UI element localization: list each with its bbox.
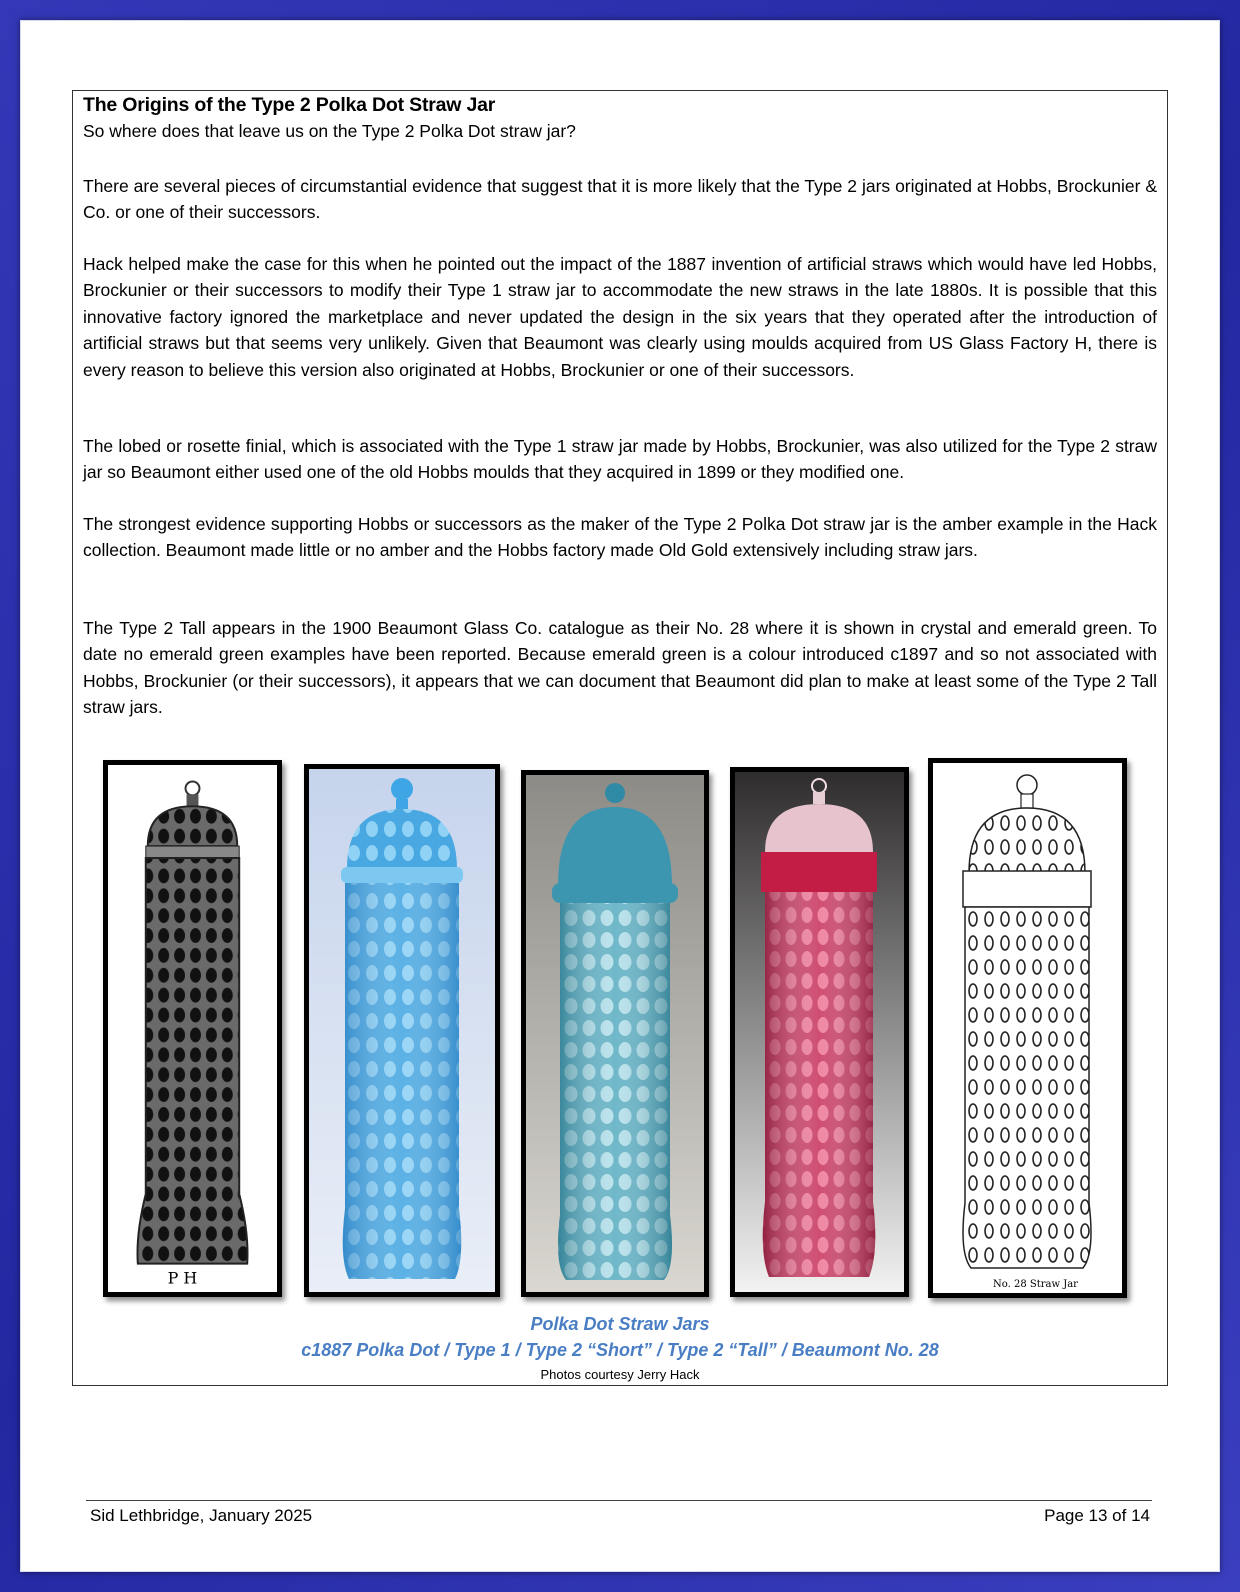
intro-text: So where does that leave us on the Type 2 Polka Dot straw jar? xyxy=(83,121,576,141)
article-heading: The Origins of the Type 2 Polka Dot Straw Jar xyxy=(83,94,496,116)
footer-author-date: Sid Lethbridge, January 2025 xyxy=(90,1506,313,1525)
paragraph: There are several pieces of circumstantial evidence that suggest that it is more likely that the Type 2 jars originated at Hobbs, Brockunier & Co. or one of their successors. xyxy=(83,176,1157,223)
catalogue-label: No. 28 Straw Jar xyxy=(993,1279,1078,1290)
blue-glass-jar-icon xyxy=(309,769,495,1292)
footer-page-number: Page 13 of 14 xyxy=(1044,1506,1150,1525)
paragraph: The strongest evidence supporting Hobbs or successors as the maker of the Type 2 Polka Dot straw jar is the amber example in the Hack collection. Beaumont made little or no amber and the Hobbs factory made Old Gold extensively including straw jars. xyxy=(83,514,1157,561)
figure-caption-title: Polka Dot Straw Jars xyxy=(530,1314,710,1334)
paragraph: Hack helped make the case for this when he pointed out the impact of the 1887 invention of artificial straws which would have led Hobbs, Brockunier or their successors to modify their Type 1 straw jar to accommodate the new straws in the late 1880s. It is possible that this innovative factory ignored the marketplace and never updated the design in the six years that they operated after the introduction of artificial straws but that seems very unlikely. Given that Beaumont was clearly using moulds acquired from US Glass Factory H, there is every reason to believe this version also originated at Hobbs, Brockunier or one of their successors. xyxy=(83,254,1157,380)
teal-glass-jar-icon xyxy=(526,775,704,1292)
cranberry-glass-jar-icon xyxy=(735,772,904,1292)
photo-type-1-jar xyxy=(304,764,500,1297)
figure-caption-subtitle: c1887 Polka Dot / Type 1 / Type 2 “Short” / Type 2 “Tall” / Beaumont No. 28 xyxy=(301,1340,939,1360)
photo-type-2-tall-jar xyxy=(730,767,909,1297)
footer-divider xyxy=(86,1500,1152,1501)
photo-beaumont-no-28-jar xyxy=(928,758,1127,1298)
paragraph: The Type 2 Tall appears in the 1900 Beaumont Glass Co. catalogue as their No. 28 where it is shown in crystal and emerald green. To date no emerald green examples have been reported. Because emerald green is a colour introduced c1897 and so not associated with Hobbs, Brockunier (or their successors), it appears that we can document that Beaumont did plan to make at least some of the Type 2 Tall straw jars. xyxy=(83,618,1157,718)
photo-credit: Photos courtesy Jerry Hack xyxy=(540,1367,700,1382)
engraving-marking: P H xyxy=(167,1268,198,1288)
engraving-jar-icon xyxy=(108,765,277,1292)
photo-type-2-short-jar xyxy=(521,770,709,1297)
photo-c1887-polka-dot-jar xyxy=(103,760,282,1297)
catalogue-drawing-jar-icon xyxy=(933,763,1122,1293)
paragraph: The lobed or rosette finial, which is associated with the Type 1 straw jar made by Hobbs, Brockunier, was also utilized for the Type 2 straw jar so Beaumont either used one of the old Hobbs moulds that they acquired in 1899 or they modified one. xyxy=(83,436,1157,483)
